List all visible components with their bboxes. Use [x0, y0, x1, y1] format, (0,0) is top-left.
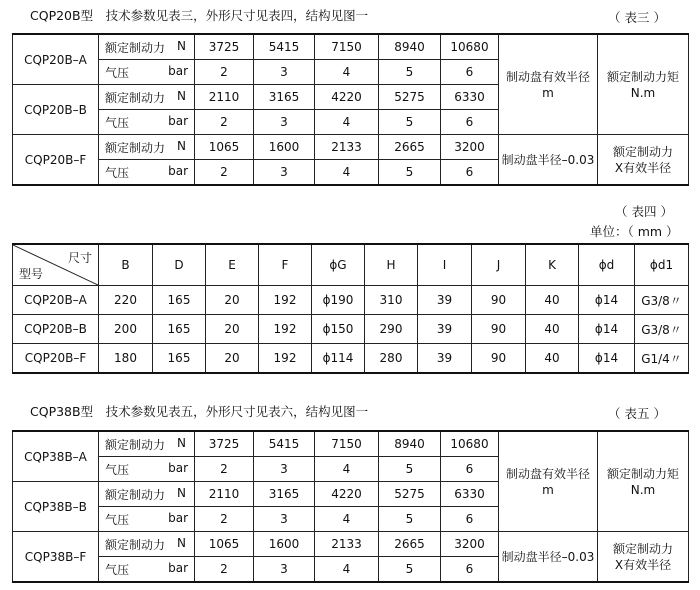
pressure-label: 气压	[105, 115, 130, 130]
pressure-value: 2	[195, 110, 254, 135]
radius-formula: 制动盘半径–0.03	[499, 135, 598, 186]
pressure-value: 3	[254, 60, 315, 85]
col-header: H	[365, 244, 418, 286]
corner-cell	[13, 244, 99, 286]
force-value: 6330	[441, 85, 499, 110]
pressure-unit: bar	[168, 63, 188, 78]
dimension-value: ϕ14	[579, 286, 635, 315]
pressure-value: 6	[441, 507, 499, 532]
model-cell: CQP38B–F	[13, 532, 99, 583]
pressure-label-cell	[99, 557, 195, 583]
pressure-unit: bar	[168, 510, 188, 525]
pressure-label-cell	[99, 110, 195, 135]
pressure-value: 5	[379, 160, 441, 186]
radius-formula: 制动盘半径–0.03	[499, 532, 598, 583]
dimension-value: 90	[472, 344, 526, 374]
dimension-value: 310	[365, 286, 418, 315]
pressure-label: 气压	[105, 165, 130, 180]
dimension-value: ϕ14	[579, 315, 635, 344]
table5	[12, 430, 689, 583]
force-value: 1065	[195, 532, 254, 557]
force-unit: N	[177, 88, 186, 103]
torque-header-cell	[598, 431, 689, 532]
torque-formula-cell	[598, 135, 689, 186]
force-unit: N	[177, 535, 186, 550]
dimension-value: 40	[526, 344, 579, 374]
torque-formula-cell	[598, 532, 689, 583]
force-value: 3725	[195, 34, 254, 60]
force-value: 5415	[254, 431, 315, 457]
pressure-label-cell	[99, 60, 195, 85]
torque-formula-line1: 额定制动力	[612, 541, 673, 556]
model-cell: CQP20B–F	[13, 344, 99, 374]
force-value: 3165	[254, 482, 315, 507]
model-cell: CQP20B–B	[13, 85, 99, 135]
force-unit: N	[177, 138, 186, 153]
dimension-value: 220	[99, 286, 153, 315]
table3	[12, 33, 689, 186]
force-value: 2133	[315, 532, 379, 557]
force-value: 1600	[254, 135, 315, 160]
radius-header: 制动盘有效半径	[505, 69, 590, 84]
pressure-value: 4	[315, 60, 379, 85]
force-row	[13, 532, 689, 557]
col-header: J	[472, 244, 526, 286]
force-label-cell	[99, 482, 195, 507]
force-label-cell	[99, 431, 195, 457]
pressure-value: 6	[441, 60, 499, 85]
force-row	[13, 431, 689, 457]
model-cell: CQP20B–A	[13, 286, 99, 315]
radius-unit: m	[542, 482, 554, 497]
pressure-value: 5	[379, 457, 441, 482]
dimension-value: 280	[365, 344, 418, 374]
pressure-value: 5	[379, 60, 441, 85]
col-header: I	[418, 244, 472, 286]
force-value: 3725	[195, 431, 254, 457]
col-header: D	[153, 244, 206, 286]
dimension-value: 90	[472, 286, 526, 315]
pressure-value: 3	[254, 457, 315, 482]
dimension-value: ϕ14	[579, 344, 635, 374]
pressure-label-cell	[99, 457, 195, 482]
torque-header: 额定制动力矩	[606, 466, 679, 481]
force-value: 6330	[441, 482, 499, 507]
pressure-value: 6	[441, 160, 499, 186]
force-value: 2133	[315, 135, 379, 160]
model-cell: CQP20B–A	[13, 34, 99, 85]
force-value: 2665	[379, 135, 441, 160]
pressure-value: 2	[195, 60, 254, 85]
pressure-label-cell	[99, 160, 195, 186]
col-header: F	[259, 244, 312, 286]
dimension-value: ϕ114	[312, 344, 365, 374]
pressure-label: 气压	[105, 462, 130, 477]
force-row	[13, 135, 689, 160]
force-value: 10680	[441, 34, 499, 60]
dimension-value: 192	[259, 315, 312, 344]
section3-title: CQP38B型 技术参数见表五，外形尺寸见表六，结构见图一	[30, 404, 369, 419]
pressure-value: 5	[379, 110, 441, 135]
force-value: 7150	[315, 431, 379, 457]
model-cell: CQP38B–B	[13, 482, 99, 532]
pressure-label: 气压	[105, 65, 130, 80]
pressure-value: 3	[254, 160, 315, 186]
radius-header-cell	[499, 431, 598, 532]
dimension-value: 39	[418, 315, 472, 344]
dimension-value: 290	[365, 315, 418, 344]
table-row	[13, 315, 689, 344]
table4	[12, 243, 689, 374]
force-value: 2110	[195, 482, 254, 507]
section1-title: CQP20B型 技术参数见表三，外形尺寸见表四，结构见图一	[30, 8, 369, 23]
force-value: 10680	[441, 431, 499, 457]
dimension-value: 39	[418, 344, 472, 374]
force-label: 额定制动力	[105, 437, 166, 452]
force-unit: N	[177, 38, 186, 53]
force-value: 5275	[379, 85, 441, 110]
pressure-value: 5	[379, 507, 441, 532]
dimension-value: 165	[153, 286, 206, 315]
pressure-unit: bar	[168, 460, 188, 475]
unit-label: 单位：（ mm ）	[590, 224, 679, 239]
col-header: B	[99, 244, 153, 286]
dimension-value: ϕ150	[312, 315, 365, 344]
pressure-value: 4	[315, 557, 379, 583]
force-label: 额定制动力	[105, 140, 166, 155]
force-value: 3200	[441, 532, 499, 557]
force-value: 2665	[379, 532, 441, 557]
pressure-value: 4	[315, 507, 379, 532]
dimension-value: 165	[153, 315, 206, 344]
pressure-label-cell	[99, 507, 195, 532]
table4-header-row	[13, 244, 689, 286]
force-label-cell	[99, 532, 195, 557]
pressure-value: 4	[315, 110, 379, 135]
torque-unit: N.m	[630, 85, 656, 100]
pressure-label: 气压	[105, 562, 130, 577]
pressure-value: 4	[315, 160, 379, 186]
force-unit: N	[177, 435, 186, 450]
table4-tag: （ 表四 ）	[615, 204, 673, 219]
model-cell: CQP20B–B	[13, 315, 99, 344]
force-unit: N	[177, 485, 186, 500]
dimension-value: 200	[99, 315, 153, 344]
col-header: ϕd	[579, 244, 635, 286]
dimension-value: 20	[206, 344, 259, 374]
pressure-value: 4	[315, 457, 379, 482]
table-row	[13, 286, 689, 315]
radius-header: 制动盘有效半径	[505, 466, 590, 481]
force-value: 3200	[441, 135, 499, 160]
col-header: K	[526, 244, 579, 286]
radius-unit: m	[542, 85, 554, 100]
torque-formula-line1: 额定制动力	[612, 144, 673, 159]
pressure-unit: bar	[168, 163, 188, 178]
dimension-value: 180	[99, 344, 153, 374]
torque-formula-line2: X有效半径	[614, 557, 672, 572]
force-value: 5415	[254, 34, 315, 60]
dimension-value: 20	[206, 315, 259, 344]
dimension-value: 40	[526, 286, 579, 315]
force-value: 1600	[254, 532, 315, 557]
dimension-value: G1/4〃	[635, 344, 689, 374]
pressure-value: 2	[195, 507, 254, 532]
force-value: 4220	[315, 482, 379, 507]
pressure-unit: bar	[168, 560, 188, 575]
dimension-value: ϕ190	[312, 286, 365, 315]
force-label-cell	[99, 135, 195, 160]
corner-top-label: 尺寸	[67, 251, 92, 265]
radius-header-cell	[499, 34, 598, 135]
torque-formula-line2: X有效半径	[614, 160, 672, 175]
corner-bottom-label: 型号	[19, 267, 44, 281]
force-value: 7150	[315, 34, 379, 60]
table-row	[13, 344, 689, 374]
force-label-cell	[99, 85, 195, 110]
force-label: 额定制动力	[105, 487, 166, 502]
dimension-value: 192	[259, 344, 312, 374]
torque-header-cell	[598, 34, 689, 135]
pressure-value: 6	[441, 110, 499, 135]
table5-tag: （ 表五 ）	[608, 406, 666, 421]
force-value: 8940	[379, 431, 441, 457]
pressure-value: 2	[195, 160, 254, 186]
force-label: 额定制动力	[105, 90, 166, 105]
dimension-value: G3/8〃	[635, 286, 689, 315]
col-header: ϕd1	[635, 244, 689, 286]
dimension-value: 20	[206, 286, 259, 315]
force-value: 1065	[195, 135, 254, 160]
pressure-value: 2	[195, 457, 254, 482]
dimension-value: 90	[472, 315, 526, 344]
pressure-value: 6	[441, 457, 499, 482]
pressure-label: 气压	[105, 512, 130, 527]
pressure-value: 3	[254, 557, 315, 583]
force-value: 8940	[379, 34, 441, 60]
force-row	[13, 34, 689, 60]
pressure-value: 3	[254, 507, 315, 532]
force-value: 2110	[195, 85, 254, 110]
model-cell: CQP20B–F	[13, 135, 99, 186]
dimension-value: G3/8〃	[635, 315, 689, 344]
dimension-value: 39	[418, 286, 472, 315]
torque-unit: N.m	[630, 482, 656, 497]
model-cell: CQP38B–A	[13, 431, 99, 482]
dimension-value: 192	[259, 286, 312, 315]
pressure-value: 6	[441, 557, 499, 583]
torque-header: 额定制动力矩	[606, 69, 679, 84]
force-value: 3165	[254, 85, 315, 110]
pressure-unit: bar	[168, 113, 188, 128]
dimension-value: 165	[153, 344, 206, 374]
force-value: 4220	[315, 85, 379, 110]
pressure-value: 3	[254, 110, 315, 135]
pressure-value: 5	[379, 557, 441, 583]
force-label: 额定制动力	[105, 537, 166, 552]
force-label: 额定制动力	[105, 40, 166, 55]
col-header: E	[206, 244, 259, 286]
dimension-value: 40	[526, 315, 579, 344]
pressure-value: 2	[195, 557, 254, 583]
force-value: 5275	[379, 482, 441, 507]
force-label-cell	[99, 34, 195, 60]
col-header: ϕG	[312, 244, 365, 286]
table3-tag: （ 表三 ）	[608, 10, 666, 25]
